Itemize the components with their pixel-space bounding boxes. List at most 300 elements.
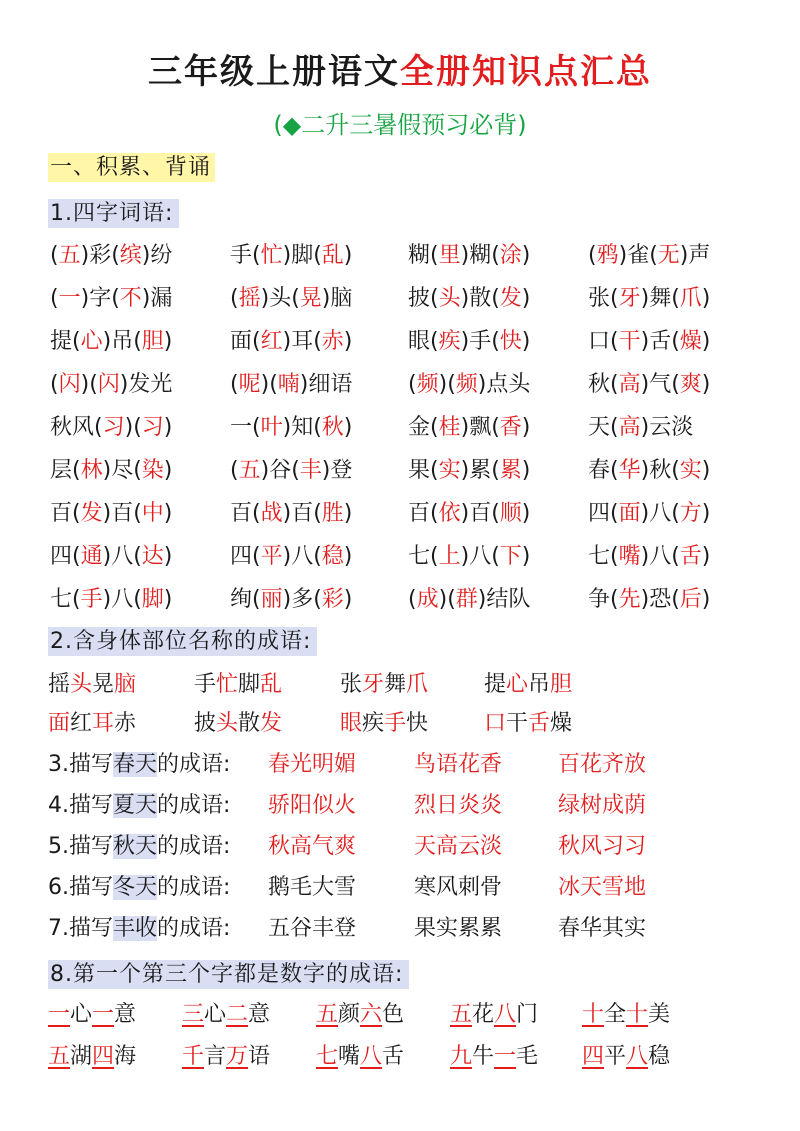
answer-char: 面 [618, 501, 641, 526]
idiom-text: ( [50, 372, 59, 397]
idiom-text: ) [343, 544, 353, 569]
idiom-char: 发 [260, 711, 283, 736]
answer-char: 涂 [499, 243, 522, 268]
idiom-text: 春( [588, 458, 619, 483]
idiom-char: 二 [226, 1002, 249, 1027]
idiom-text: )八( [640, 501, 680, 526]
idiom-char: 脚 [238, 672, 261, 697]
answer-char: 嘴 [618, 544, 641, 569]
idiom-text: 眼( [408, 329, 439, 354]
idiom-char: 手 [194, 672, 217, 697]
season-idiom: 果实累累 [414, 916, 503, 941]
idiom-cell [230, 496, 352, 527]
idiom-text: ) [701, 372, 711, 397]
idiom-char: 十 [582, 1002, 605, 1027]
answer-char: 晃 [299, 286, 322, 311]
number-idiom [582, 1039, 670, 1070]
idiom-cell [50, 281, 172, 312]
label-prefix: 3.描写 [48, 752, 113, 777]
idiom-text: ( [230, 372, 239, 397]
idiom-char: 牛 [472, 1044, 495, 1069]
idiom-text: 七( [588, 544, 619, 569]
answer-char: 闪 [58, 372, 81, 397]
idiom-text: )飘( [460, 415, 500, 440]
idiom-char: 色 [382, 1002, 405, 1027]
idiom-cell [588, 453, 710, 484]
season-idiom: 五谷丰登 [268, 916, 357, 941]
answer-char: 彩 [321, 587, 344, 612]
idiom-text: 一( [230, 415, 261, 440]
number-idiom [450, 1039, 538, 1070]
idiom-char: 脑 [114, 672, 137, 697]
idiom-char: 头 [216, 711, 239, 736]
idiom-text: )八( [460, 544, 500, 569]
idiom-text: )舌( [640, 329, 680, 354]
idiom-char: 心 [70, 1002, 93, 1027]
idiom-text: )( [124, 415, 142, 440]
idiom-char: 牙 [362, 672, 385, 697]
label-key: 丰收 [113, 916, 158, 941]
idiom-text: 四( [230, 544, 261, 569]
answer-char: 忙 [260, 243, 283, 268]
number-idiom [48, 997, 136, 1028]
answer-char: 华 [618, 458, 641, 483]
label-prefix: 7.描写 [48, 916, 113, 941]
idiom-text: )云淡 [640, 415, 694, 440]
idiom-text: 秋( [588, 372, 619, 397]
idiom-text: ) [701, 286, 711, 311]
idiom-char: 胆 [550, 672, 573, 697]
season-label [48, 747, 230, 778]
answer-char: 里 [438, 243, 461, 268]
idiom-char: 披 [194, 711, 217, 736]
idiom-cell [230, 582, 352, 613]
subsection-heading [48, 196, 179, 227]
idiom-char: 花 [472, 1002, 495, 1027]
idiom-char: 五 [48, 1044, 71, 1069]
idiom-cell [588, 238, 710, 269]
answer-char: 脚 [141, 587, 164, 612]
answer-char: 头 [438, 286, 461, 311]
idiom-text: )秋( [640, 458, 680, 483]
idiom-char: 美 [648, 1002, 671, 1027]
answer-char: 红 [260, 329, 283, 354]
idiom-text: ) [701, 587, 711, 612]
season-idiom: 秋高气爽 [268, 834, 357, 859]
answer-char: 呢 [238, 372, 261, 397]
season-idiom: 鹅毛大雪 [268, 875, 357, 900]
idiom-char: 舌 [528, 711, 551, 736]
answer-char: 爽 [679, 372, 702, 397]
section-heading [48, 150, 215, 181]
idiom-text: ) [343, 587, 353, 612]
body-idiom [48, 706, 136, 737]
subsection-heading [48, 957, 409, 988]
idiom-text: )字( [80, 286, 120, 311]
idiom-text: )登 [321, 458, 353, 483]
number-idiom [48, 1039, 136, 1070]
answer-char: 闪 [97, 372, 120, 397]
idiom-char: 头 [70, 672, 93, 697]
idiom-char: 提 [484, 672, 507, 697]
idiom-cell [50, 539, 172, 570]
idiom-char: 言 [204, 1044, 227, 1069]
idiom-char: 平 [604, 1044, 627, 1069]
season-idiom: 寒风刺骨 [414, 875, 503, 900]
idiom-cell [588, 281, 710, 312]
idiom-cell [50, 367, 172, 398]
idiom-char: 燥 [550, 711, 573, 736]
section1-heading: 一、积累、背诵 [48, 153, 215, 182]
answer-char: 战 [260, 501, 283, 526]
idiom-text: ) [163, 544, 173, 569]
idiom-text: 糊( [408, 243, 439, 268]
idiom-text: ) [521, 329, 531, 354]
answer-char: 发 [499, 286, 522, 311]
idiom-cell [230, 324, 352, 355]
idiom-char: 意 [248, 1002, 271, 1027]
label-key: 冬天 [113, 875, 158, 900]
answer-char: 方 [679, 501, 702, 526]
idiom-text: ) [701, 501, 711, 526]
idiom-text: ) [701, 329, 711, 354]
season-idiom: 秋风习习 [558, 834, 647, 859]
idiom-text: )( [438, 372, 456, 397]
label-prefix: 4.描写 [48, 793, 113, 818]
answer-char: 丰 [299, 458, 322, 483]
answer-char: 染 [141, 458, 164, 483]
answer-char: 疾 [438, 329, 461, 354]
idiom-text: 七( [50, 587, 81, 612]
idiom-char: 颜 [338, 1002, 361, 1027]
answer-char: 胜 [321, 501, 344, 526]
idiom-cell [408, 582, 530, 613]
idiom-text: 四( [50, 544, 81, 569]
idiom-text: 绚( [230, 587, 261, 612]
idiom-char: 门 [516, 1002, 539, 1027]
answer-char: 群 [455, 587, 478, 612]
idiom-cell [408, 539, 530, 570]
idiom-text: ) [521, 243, 531, 268]
answer-char: 林 [80, 458, 103, 483]
answer-char: 丽 [260, 587, 283, 612]
season-idiom: 烈日炎炎 [414, 793, 503, 818]
idiom-char: 一 [92, 1002, 115, 1027]
idiom-text: )百( [460, 501, 500, 526]
idiom-char: 眼 [340, 711, 363, 736]
idiom-text: )脑 [321, 286, 353, 311]
label-key: 春天 [113, 752, 158, 777]
body-idiom [484, 667, 572, 698]
idiom-text: ( [230, 286, 239, 311]
idiom-cell [50, 496, 172, 527]
idiom-text: 金( [408, 415, 439, 440]
title-black: 三年级上册语文 [148, 52, 400, 92]
sub8-heading: 8.第一个第三个字都是数字的成语: [48, 960, 409, 989]
season-idiom: 天高云淡 [414, 834, 503, 859]
body-idiom [484, 706, 572, 737]
answer-char: 习 [102, 415, 125, 440]
idiom-text: 天( [588, 415, 619, 440]
idiom-text: ) [163, 329, 173, 354]
idiom-text: )恐( [640, 587, 680, 612]
page-subtitle: (◆二升三暑假预习必背) [273, 111, 527, 139]
idiom-char: 一 [48, 1002, 71, 1027]
idiom-text: 百( [408, 501, 439, 526]
idiom-text: 手( [230, 243, 261, 268]
idiom-char: 五 [316, 1002, 339, 1027]
idiom-text: 果( [408, 458, 439, 483]
number-idiom [316, 1039, 404, 1070]
answer-char: 乱 [321, 243, 344, 268]
number-idiom [450, 997, 538, 1028]
idiom-text: ( [50, 286, 59, 311]
idiom-text: ( [408, 587, 417, 612]
idiom-text: )尽( [102, 458, 142, 483]
idiom-cell [588, 539, 710, 570]
answer-char: 中 [141, 501, 164, 526]
idiom-text: )气( [640, 372, 680, 397]
idiom-text: ) [163, 415, 173, 440]
idiom-text: 百( [50, 501, 81, 526]
answer-char: 成 [416, 587, 439, 612]
idiom-char: 万 [226, 1044, 249, 1069]
answer-char: 发 [80, 501, 103, 526]
season-idiom: 冰天雪地 [558, 875, 647, 900]
answer-char: 桂 [438, 415, 461, 440]
idiom-text: ( [230, 458, 239, 483]
idiom-cell [588, 367, 710, 398]
answer-char: 无 [657, 243, 680, 268]
body-idiom [194, 667, 282, 698]
answer-char: 高 [618, 372, 641, 397]
label-suffix: 的成语: [157, 916, 231, 941]
idiom-text: ) [343, 415, 353, 440]
answer-char: 燥 [679, 329, 702, 354]
idiom-text: ) [343, 243, 353, 268]
answer-char: 下 [499, 544, 522, 569]
idiom-cell [50, 410, 172, 441]
idiom-text: )散( [460, 286, 500, 311]
idiom-char: 耳 [92, 711, 115, 736]
answer-char: 频 [416, 372, 439, 397]
answer-char: 不 [119, 286, 142, 311]
answer-char: 秋 [321, 415, 344, 440]
label-key: 夏天 [113, 793, 158, 818]
idiom-cell [230, 453, 352, 484]
idiom-char: 七 [316, 1044, 339, 1069]
idiom-text: )八( [282, 544, 322, 569]
idiom-char: 六 [360, 1002, 383, 1027]
idiom-cell [50, 453, 172, 484]
idiom-char: 口 [484, 711, 507, 736]
label-suffix: 的成语: [157, 793, 231, 818]
answer-char: 习 [141, 415, 164, 440]
idiom-char: 全 [604, 1002, 627, 1027]
label-suffix: 的成语: [157, 875, 231, 900]
idiom-char: 四 [92, 1044, 115, 1069]
idiom-char: 四 [582, 1044, 605, 1069]
answer-char: 达 [141, 544, 164, 569]
idiom-cell [408, 281, 530, 312]
idiom-char: 张 [340, 672, 363, 697]
season-idiom: 春华其实 [558, 916, 647, 941]
label-key: 秋天 [113, 834, 158, 859]
idiom-cell [230, 410, 352, 441]
season-label [48, 788, 230, 819]
body-idiom [48, 667, 136, 698]
sub1-heading: 1.四字词语: [48, 199, 179, 228]
idiom-text: )知( [282, 415, 322, 440]
idiom-text: )漏 [141, 286, 173, 311]
idiom-text: )八( [102, 544, 142, 569]
idiom-cell [588, 496, 710, 527]
idiom-text: ) [521, 286, 531, 311]
idiom-char: 晃 [92, 672, 115, 697]
number-idiom [316, 997, 404, 1028]
answer-char: 香 [499, 415, 522, 440]
answer-char: 手 [80, 587, 103, 612]
season-idiom: 鸟语花香 [414, 752, 503, 777]
idiom-text: ) [521, 544, 531, 569]
idiom-char: 乱 [260, 672, 283, 697]
idiom-text: )手( [460, 329, 500, 354]
idiom-text: )百( [282, 501, 322, 526]
idiom-text: )糊( [460, 243, 500, 268]
idiom-text: )纷 [141, 243, 173, 268]
idiom-text: )( [260, 372, 278, 397]
answer-char: 频 [455, 372, 478, 397]
idiom-text: 秋风( [50, 415, 103, 440]
idiom-char: 忙 [216, 672, 239, 697]
idiom-char: 吊 [528, 672, 551, 697]
answer-char: 通 [80, 544, 103, 569]
idiom-char: 语 [248, 1044, 271, 1069]
answer-char: 胆 [141, 329, 164, 354]
answer-char: 五 [58, 243, 81, 268]
idiom-text: )彩( [80, 243, 120, 268]
idiom-cell [408, 324, 530, 355]
answer-char: 喃 [277, 372, 300, 397]
idiom-text: ) [521, 501, 531, 526]
idiom-char: 摇 [48, 672, 71, 697]
idiom-text: )舞( [640, 286, 680, 311]
idiom-text: ( [588, 243, 597, 268]
idiom-text: )雀( [618, 243, 658, 268]
idiom-text: )吊( [102, 329, 142, 354]
idiom-cell [588, 582, 710, 613]
answer-char: 依 [438, 501, 461, 526]
idiom-text: 百( [230, 501, 261, 526]
label-suffix: 的成语: [157, 834, 231, 859]
label-suffix: 的成语: [157, 752, 231, 777]
idiom-char: 八 [494, 1002, 517, 1027]
idiom-char: 面 [48, 711, 71, 736]
idiom-text: ) [163, 458, 173, 483]
idiom-text: ) [521, 415, 531, 440]
answer-char: 累 [499, 458, 522, 483]
answer-char: 摇 [238, 286, 261, 311]
idiom-cell [50, 582, 172, 613]
idiom-cell [50, 324, 172, 355]
season-label [48, 911, 230, 942]
idiom-char: 红 [70, 711, 93, 736]
idiom-char: 嘴 [338, 1044, 361, 1069]
idiom-char: 舞 [384, 672, 407, 697]
answer-char: 快 [499, 329, 522, 354]
subsection-heading [48, 624, 317, 655]
number-idiom [182, 1039, 270, 1070]
idiom-text: )八( [102, 587, 142, 612]
sub2-heading: 2.含身体部位名称的成语: [48, 627, 317, 656]
idiom-char: 稳 [648, 1044, 671, 1069]
idiom-text: )发光 [119, 372, 173, 397]
idiom-text: ) [343, 329, 353, 354]
idiom-text: )多( [282, 587, 322, 612]
answer-char: 心 [80, 329, 103, 354]
answer-char: 顺 [499, 501, 522, 526]
answer-char: 牙 [618, 286, 641, 311]
idiom-cell [588, 324, 710, 355]
body-idiom [340, 706, 428, 737]
idiom-char: 千 [182, 1044, 205, 1069]
idiom-text: ) [163, 501, 173, 526]
number-idiom [182, 997, 270, 1028]
answer-char: 实 [438, 458, 461, 483]
idiom-text: ) [701, 458, 711, 483]
idiom-cell [408, 238, 530, 269]
number-idiom [582, 997, 670, 1028]
season-idiom: 骄阳似火 [268, 793, 357, 818]
body-idiom [194, 706, 282, 737]
idiom-text: ) [163, 587, 173, 612]
idiom-cell [408, 453, 530, 484]
idiom-text: 层( [50, 458, 81, 483]
idiom-text: 争( [588, 587, 619, 612]
title-red: 全册知识点汇总 [400, 52, 652, 92]
idiom-text: )点头 [477, 372, 531, 397]
label-prefix: 6.描写 [48, 875, 113, 900]
answer-char: 鸦 [596, 243, 619, 268]
answer-char: 稳 [321, 544, 344, 569]
answer-char: 叶 [260, 415, 283, 440]
label-prefix: 5.描写 [48, 834, 113, 859]
idiom-text: ( [408, 372, 417, 397]
idiom-text: )头( [260, 286, 300, 311]
idiom-text: 提( [50, 329, 81, 354]
idiom-char: 爪 [406, 672, 429, 697]
idiom-char: 海 [114, 1044, 137, 1069]
idiom-cell [408, 367, 530, 398]
idiom-cell [50, 238, 172, 269]
idiom-text: 七( [408, 544, 439, 569]
idiom-char: 一 [494, 1044, 517, 1069]
answer-char: 先 [618, 587, 641, 612]
idiom-cell [230, 238, 352, 269]
idiom-char: 八 [626, 1044, 649, 1069]
idiom-text: )耳( [282, 329, 322, 354]
idiom-char: 干 [506, 711, 529, 736]
answer-char: 缤 [119, 243, 142, 268]
idiom-char: 湖 [70, 1044, 93, 1069]
idiom-char: 心 [204, 1002, 227, 1027]
idiom-char: 五 [450, 1002, 473, 1027]
body-idiom [340, 667, 428, 698]
answer-char: 上 [438, 544, 461, 569]
idiom-char: 舌 [382, 1044, 405, 1069]
idiom-cell [230, 539, 352, 570]
idiom-text: 面( [230, 329, 261, 354]
